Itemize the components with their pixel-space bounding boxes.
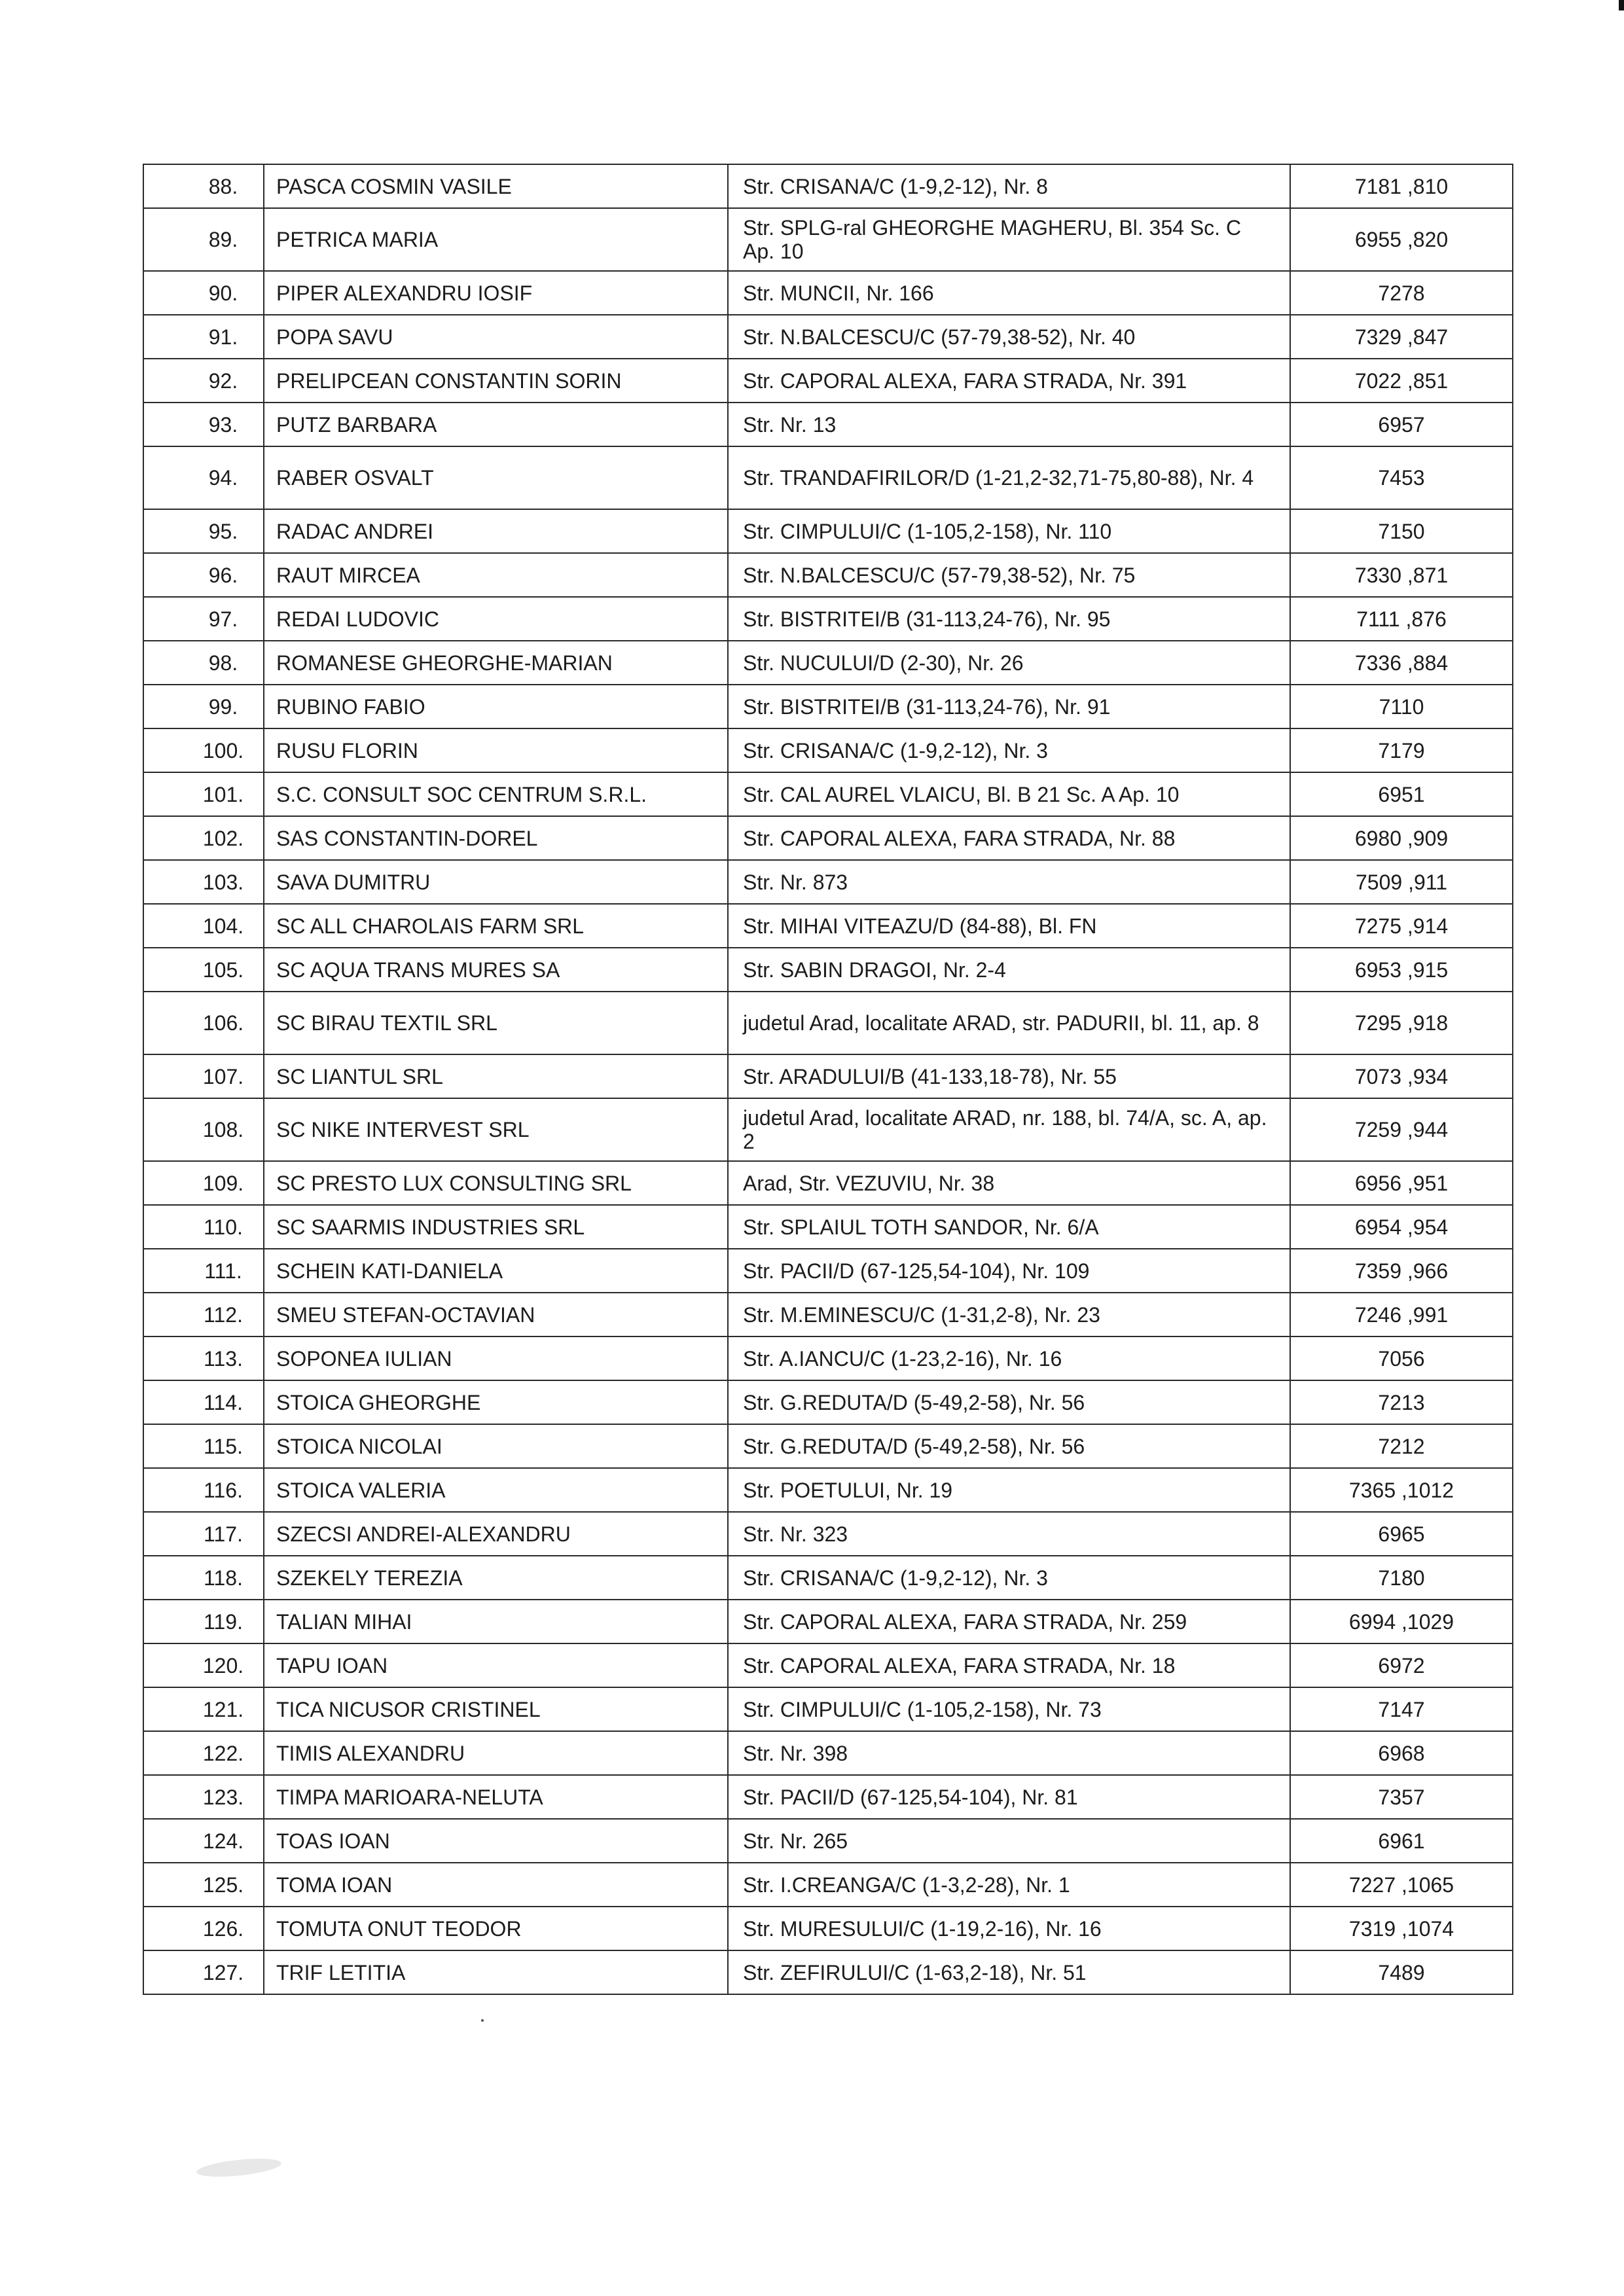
owner-name-cell: SC AQUA TRANS MURES SA (264, 948, 728, 992)
owner-name-cell: RADAC ANDREI (264, 509, 728, 553)
table-row (143, 1468, 1513, 1512)
address-cell: Str. POETULUI, Nr. 19 (728, 1468, 1290, 1512)
address-cell: Str. M.EMINESCU/C (1-31,2-8), Nr. 23 (728, 1293, 1290, 1336)
value-cell: 7295 ,918 (1290, 992, 1513, 1054)
owner-name-cell: SC PRESTO LUX CONSULTING SRL (264, 1161, 728, 1205)
owner-name-cell: SCHEIN KATI-DANIELA (264, 1249, 728, 1293)
table-row (143, 1907, 1513, 1950)
address-cell: Str. Nr. 873 (728, 860, 1290, 904)
owners-table (143, 164, 1513, 1995)
owner-name-cell: SZEKELY TEREZIA (264, 1556, 728, 1600)
value-cell: 7319 ,1074 (1290, 1907, 1513, 1950)
row-number-cell: 95. (143, 509, 264, 553)
owner-name-cell: SAVA DUMITRU (264, 860, 728, 904)
table-row (143, 1731, 1513, 1775)
row-number-cell: 93. (143, 403, 264, 446)
table-row (143, 1556, 1513, 1600)
table-row (143, 772, 1513, 816)
row-number-cell: 106. (143, 992, 264, 1054)
row-number-cell: 107. (143, 1054, 264, 1098)
row-number-cell: 114. (143, 1380, 264, 1424)
owner-name-cell: SAS CONSTANTIN-DOREL (264, 816, 728, 860)
value-cell: 6953 ,915 (1290, 948, 1513, 992)
owner-name-cell: STOICA VALERIA (264, 1468, 728, 1512)
address-cell: Str. CIMPULUI/C (1-105,2-158), Nr. 73 (728, 1687, 1290, 1731)
table-row (143, 948, 1513, 992)
row-number-cell: 104. (143, 904, 264, 948)
row-number-cell: 88. (143, 164, 264, 208)
owner-name-cell: PIPER ALEXANDRU IOSIF (264, 271, 728, 315)
table-row (143, 1863, 1513, 1907)
table-row (143, 1336, 1513, 1380)
owner-name-cell: STOICA NICOLAI (264, 1424, 728, 1468)
owner-name-cell: RUBINO FABIO (264, 685, 728, 728)
address-cell: Str. PACII/D (67-125,54-104), Nr. 81 (728, 1775, 1290, 1819)
row-number-cell: 103. (143, 860, 264, 904)
value-cell: 7073 ,934 (1290, 1054, 1513, 1098)
address-cell: Str. Nr. 13 (728, 403, 1290, 446)
value-cell: 7329 ,847 (1290, 315, 1513, 359)
value-cell: 6972 (1290, 1643, 1513, 1687)
value-cell: 7246 ,991 (1290, 1293, 1513, 1336)
address-cell: Str. ARADULUI/B (41-133,18-78), Nr. 55 (728, 1054, 1290, 1098)
value-cell: 6956 ,951 (1290, 1161, 1513, 1205)
value-cell: 6968 (1290, 1731, 1513, 1775)
table-row (143, 1775, 1513, 1819)
table-row (143, 403, 1513, 446)
value-cell: 7227 ,1065 (1290, 1863, 1513, 1907)
owner-name-cell: RABER OSVALT (264, 446, 728, 509)
table-row (143, 1512, 1513, 1556)
address-cell: Str. A.IANCU/C (1-23,2-16), Nr. 16 (728, 1336, 1290, 1380)
row-number-cell: 121. (143, 1687, 264, 1731)
address-cell: Str. Nr. 323 (728, 1512, 1290, 1556)
scan-smudge (196, 2155, 282, 2179)
value-cell: 6961 (1290, 1819, 1513, 1863)
owner-name-cell: TAPU IOAN (264, 1643, 728, 1687)
value-cell: 7212 (1290, 1424, 1513, 1468)
row-number-cell: 92. (143, 359, 264, 403)
value-cell: 7259 ,944 (1290, 1098, 1513, 1161)
row-number-cell: 122. (143, 1731, 264, 1775)
address-cell: Str. MIHAI VITEAZU/D (84-88), Bl. FN (728, 904, 1290, 948)
address-cell: Str. CRISANA/C (1-9,2-12), Nr. 8 (728, 164, 1290, 208)
owner-name-cell: STOICA GHEORGHE (264, 1380, 728, 1424)
address-cell: Str. N.BALCESCU/C (57-79,38-52), Nr. 75 (728, 553, 1290, 597)
value-cell: 7275 ,914 (1290, 904, 1513, 948)
table-row (143, 1424, 1513, 1468)
table-row (143, 860, 1513, 904)
address-cell: Str. BISTRITEI/B (31-113,24-76), Nr. 95 (728, 597, 1290, 641)
table-row (143, 1098, 1513, 1161)
address-cell: Str. CAPORAL ALEXA, FARA STRADA, Nr. 391 (728, 359, 1290, 403)
row-number-cell: 123. (143, 1775, 264, 1819)
table-row (143, 446, 1513, 509)
owner-name-cell: TIMIS ALEXANDRU (264, 1731, 728, 1775)
value-cell: 7150 (1290, 509, 1513, 553)
row-number-cell: 120. (143, 1643, 264, 1687)
address-cell: Str. I.CREANGA/C (1-3,2-28), Nr. 1 (728, 1863, 1290, 1907)
table-row (143, 816, 1513, 860)
owner-name-cell: PRELIPCEAN CONSTANTIN SORIN (264, 359, 728, 403)
table-row (143, 904, 1513, 948)
row-number-cell: 112. (143, 1293, 264, 1336)
row-number-cell: 98. (143, 641, 264, 685)
row-number-cell: 94. (143, 446, 264, 509)
table-row (143, 359, 1513, 403)
table-row (143, 553, 1513, 597)
owner-name-cell: SC SAARMIS INDUSTRIES SRL (264, 1205, 728, 1249)
address-cell: Str. N.BALCESCU/C (57-79,38-52), Nr. 40 (728, 315, 1290, 359)
owner-name-cell: SC ALL CHAROLAIS FARM SRL (264, 904, 728, 948)
address-cell: Str. CAPORAL ALEXA, FARA STRADA, Nr. 259 (728, 1600, 1290, 1643)
owner-name-cell: REDAI LUDOVIC (264, 597, 728, 641)
value-cell: 7489 (1290, 1950, 1513, 1994)
address-cell: Str. MUNCII, Nr. 166 (728, 271, 1290, 315)
address-cell: Str. CRISANA/C (1-9,2-12), Nr. 3 (728, 728, 1290, 772)
row-number-cell: 126. (143, 1907, 264, 1950)
owner-name-cell: SC BIRAU TEXTIL SRL (264, 992, 728, 1054)
table-row (143, 1054, 1513, 1098)
owner-name-cell: TIMPA MARIOARA-NELUTA (264, 1775, 728, 1819)
address-cell: Str. SPLG-ral GHEORGHE MAGHERU, Bl. 354 Sc. C Ap. 10 (728, 208, 1290, 271)
document-table-container (143, 164, 1512, 1995)
address-cell: Str. PACII/D (67-125,54-104), Nr. 109 (728, 1249, 1290, 1293)
address-cell: Str. G.REDUTA/D (5-49,2-58), Nr. 56 (728, 1380, 1290, 1424)
table-row (143, 1380, 1513, 1424)
row-number-cell: 105. (143, 948, 264, 992)
owner-name-cell: SC NIKE INTERVEST SRL (264, 1098, 728, 1161)
table-row (143, 1249, 1513, 1293)
owners-table-body (143, 164, 1513, 1994)
address-cell: Str. CIMPULUI/C (1-105,2-158), Nr. 110 (728, 509, 1290, 553)
value-cell: 6954 ,954 (1290, 1205, 1513, 1249)
value-cell: 7056 (1290, 1336, 1513, 1380)
owner-name-cell: PETRICA MARIA (264, 208, 728, 271)
value-cell: 7453 (1290, 446, 1513, 509)
row-number-cell: 91. (143, 315, 264, 359)
address-cell: Str. CAPORAL ALEXA, FARA STRADA, Nr. 88 (728, 816, 1290, 860)
owner-name-cell: SC LIANTUL SRL (264, 1054, 728, 1098)
table-row (143, 1950, 1513, 1994)
table-row (143, 1205, 1513, 1249)
row-number-cell: 90. (143, 271, 264, 315)
table-row (143, 685, 1513, 728)
value-cell: 7179 (1290, 728, 1513, 772)
address-cell: Str. CAPORAL ALEXA, FARA STRADA, Nr. 18 (728, 1643, 1290, 1687)
owner-name-cell: SMEU STEFAN-OCTAVIAN (264, 1293, 728, 1336)
owner-name-cell: TICA NICUSOR CRISTINEL (264, 1687, 728, 1731)
address-cell: Str. NUCULUI/D (2-30), Nr. 26 (728, 641, 1290, 685)
owner-name-cell: RAUT MIRCEA (264, 553, 728, 597)
value-cell: 7365 ,1012 (1290, 1468, 1513, 1512)
table-row (143, 315, 1513, 359)
value-cell: 7111 ,876 (1290, 597, 1513, 641)
address-cell: Str. G.REDUTA/D (5-49,2-58), Nr. 56 (728, 1424, 1290, 1468)
row-number-cell: 116. (143, 1468, 264, 1512)
table-row (143, 1161, 1513, 1205)
address-cell: judetul Arad, localitate ARAD, nr. 188, bl. 74/A, sc. A, ap. 2 (728, 1098, 1290, 1161)
stray-dot (481, 2019, 484, 2022)
value-cell: 7181 ,810 (1290, 164, 1513, 208)
value-cell: 6994 ,1029 (1290, 1600, 1513, 1643)
address-cell: Str. MURESULUI/C (1-19,2-16), Nr. 16 (728, 1907, 1290, 1950)
row-number-cell: 125. (143, 1863, 264, 1907)
table-row (143, 1819, 1513, 1863)
value-cell: 7357 (1290, 1775, 1513, 1819)
table-row (143, 1600, 1513, 1643)
row-number-cell: 100. (143, 728, 264, 772)
value-cell: 6965 (1290, 1512, 1513, 1556)
row-number-cell: 108. (143, 1098, 264, 1161)
address-cell: judetul Arad, localitate ARAD, str. PADURII, bl. 11, ap. 8 (728, 992, 1290, 1054)
address-cell: Str. CAL AUREL VLAICU, Bl. B 21 Sc. A Ap. 10 (728, 772, 1290, 816)
value-cell: 7336 ,884 (1290, 641, 1513, 685)
row-number-cell: 124. (143, 1819, 264, 1863)
table-row (143, 597, 1513, 641)
value-cell: 7359 ,966 (1290, 1249, 1513, 1293)
table-row (143, 164, 1513, 208)
row-number-cell: 113. (143, 1336, 264, 1380)
row-number-cell: 110. (143, 1205, 264, 1249)
table-row (143, 1687, 1513, 1731)
address-cell: Str. SPLAIUL TOTH SANDOR, Nr. 6/A (728, 1205, 1290, 1249)
value-cell: 6980 ,909 (1290, 816, 1513, 860)
value-cell: 7213 (1290, 1380, 1513, 1424)
scan-edge-mark (1619, 0, 1624, 10)
table-row (143, 509, 1513, 553)
owner-name-cell: TOMUTA ONUT TEODOR (264, 1907, 728, 1950)
row-number-cell: 117. (143, 1512, 264, 1556)
value-cell: 7022 ,851 (1290, 359, 1513, 403)
owner-name-cell: PUTZ BARBARA (264, 403, 728, 446)
owner-name-cell: SZECSI ANDREI-ALEXANDRU (264, 1512, 728, 1556)
value-cell: 6957 (1290, 403, 1513, 446)
table-row (143, 1293, 1513, 1336)
table-row (143, 271, 1513, 315)
owner-name-cell: RUSU FLORIN (264, 728, 728, 772)
table-row (143, 728, 1513, 772)
address-cell: Arad, Str. VEZUVIU, Nr. 38 (728, 1161, 1290, 1205)
owner-name-cell: POPA SAVU (264, 315, 728, 359)
row-number-cell: 99. (143, 685, 264, 728)
owner-name-cell: TRIF LETITIA (264, 1950, 728, 1994)
row-number-cell: 102. (143, 816, 264, 860)
value-cell: 7330 ,871 (1290, 553, 1513, 597)
address-cell: Str. TRANDAFIRILOR/D (1-21,2-32,71-75,80-88), Nr. 4 (728, 446, 1290, 509)
owner-name-cell: TOMA IOAN (264, 1863, 728, 1907)
row-number-cell: 127. (143, 1950, 264, 1994)
owner-name-cell: TOAS IOAN (264, 1819, 728, 1863)
value-cell: 6951 (1290, 772, 1513, 816)
table-row (143, 208, 1513, 271)
row-number-cell: 118. (143, 1556, 264, 1600)
address-cell: Str. Nr. 398 (728, 1731, 1290, 1775)
row-number-cell: 109. (143, 1161, 264, 1205)
value-cell: 7509 ,911 (1290, 860, 1513, 904)
value-cell: 6955 ,820 (1290, 208, 1513, 271)
row-number-cell: 89. (143, 208, 264, 271)
owner-name-cell: S.C. CONSULT SOC CENTRUM S.R.L. (264, 772, 728, 816)
row-number-cell: 97. (143, 597, 264, 641)
address-cell: Str. SABIN DRAGOI, Nr. 2-4 (728, 948, 1290, 992)
address-cell: Str. CRISANA/C (1-9,2-12), Nr. 3 (728, 1556, 1290, 1600)
address-cell: Str. BISTRITEI/B (31-113,24-76), Nr. 91 (728, 685, 1290, 728)
address-cell: Str. Nr. 265 (728, 1819, 1290, 1863)
owner-name-cell: SOPONEA IULIAN (264, 1336, 728, 1380)
row-number-cell: 96. (143, 553, 264, 597)
value-cell: 7147 (1290, 1687, 1513, 1731)
row-number-cell: 115. (143, 1424, 264, 1468)
owner-name-cell: ROMANESE GHEORGHE-MARIAN (264, 641, 728, 685)
value-cell: 7278 (1290, 271, 1513, 315)
row-number-cell: 119. (143, 1600, 264, 1643)
table-row (143, 1643, 1513, 1687)
owner-name-cell: TALIAN MIHAI (264, 1600, 728, 1643)
table-row (143, 992, 1513, 1054)
table-row (143, 641, 1513, 685)
row-number-cell: 101. (143, 772, 264, 816)
value-cell: 7180 (1290, 1556, 1513, 1600)
row-number-cell: 111. (143, 1249, 264, 1293)
address-cell: Str. ZEFIRULUI/C (1-63,2-18), Nr. 51 (728, 1950, 1290, 1994)
value-cell: 7110 (1290, 685, 1513, 728)
owner-name-cell: PASCA COSMIN VASILE (264, 164, 728, 208)
